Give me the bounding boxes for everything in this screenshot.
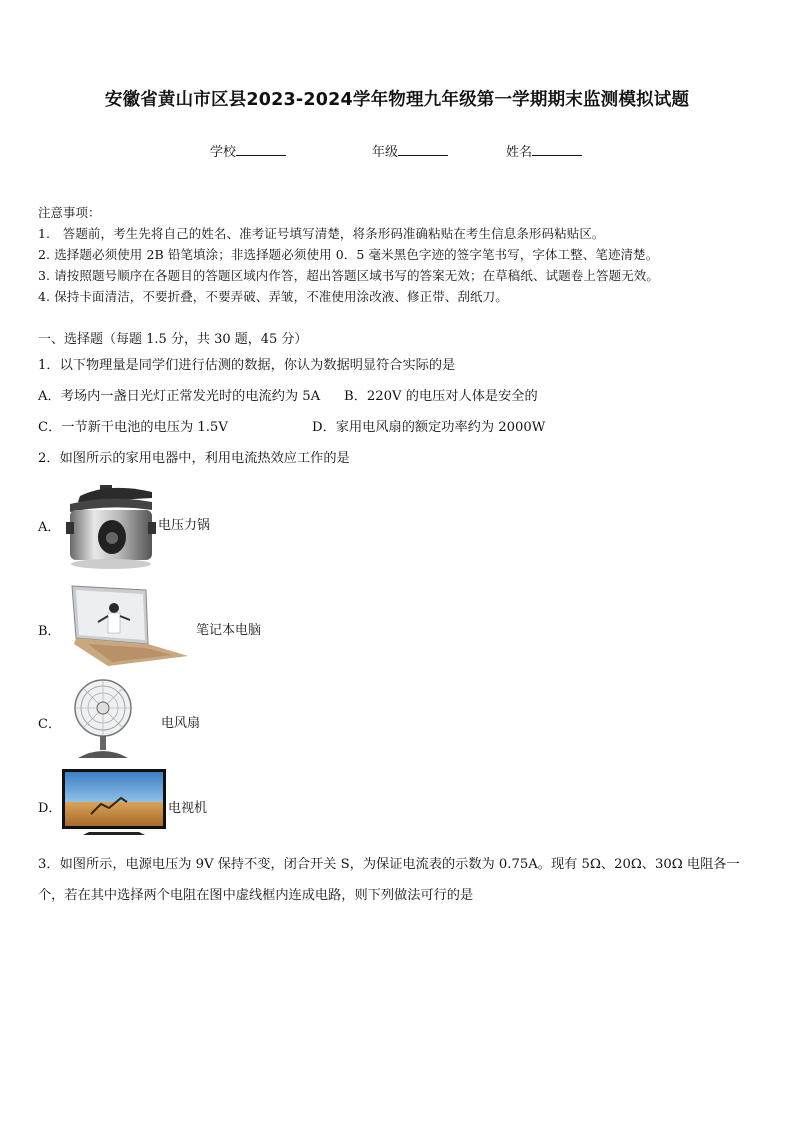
television-icon: [61, 768, 167, 836]
electric-fan-icon: [68, 678, 138, 762]
section-heading: 一、选择题（每题 1.5 分，共 30 题，45 分）: [38, 332, 308, 347]
school-field[interactable]: [210, 141, 286, 160]
name-label: 姓名: [506, 145, 533, 160]
grade-blank[interactable]: [398, 143, 448, 156]
question-2-option-b-label: 笔记本电脑: [196, 623, 262, 638]
laptop-icon: [68, 584, 190, 668]
question-2-option-a-letter: A．: [38, 520, 61, 535]
question-2-option-d-letter: D．: [38, 801, 62, 816]
name-blank[interactable]: [532, 143, 582, 156]
question-1-option-d: D．家用电风扇的额定功率约为 2000W: [312, 420, 546, 435]
question-2-option-a-label: 电压力锅: [158, 518, 211, 533]
page-title: 安徽省黄山市区县2023-2024学年物理九年级第一学期期末监测模拟试题: [104, 90, 690, 110]
grade-field[interactable]: [372, 141, 448, 160]
question-3-stem-line-1: 3．如图所示，电源电压为 9V 保持不变，闭合开关 S，为保证电流表的示数为 0.75A。现有 5Ω、20Ω、30Ω 电阻各一: [38, 857, 740, 872]
question-2-option-d-label: 电视机: [168, 801, 208, 816]
question-2-option-c-label: 电风扇: [161, 716, 201, 731]
note-item: 3. 请按照题号顺序在各题目的答题区域内作答，超出答题区域书写的答案无效；在草稿纸、试题卷上答题无效。: [38, 268, 660, 283]
note-item: 2. 选择题必须使用 2B 铅笔填涂；非选择题必须使用 0．5 毫米黑色字迹的签字笔书写，字体工整、笔迹清楚。: [38, 247, 659, 262]
note-item: 4. 保持卡面清洁，不要折叠，不要弄破、弄皱，不准使用涂改液、修正带、刮纸刀。: [38, 289, 508, 304]
school-label: 学校: [210, 145, 237, 160]
question-2-option-c-letter: C．: [38, 717, 61, 732]
question-1-option-b: B．220V 的电压对人体是安全的: [344, 389, 538, 404]
question-1-option-a: A．考场内一盏日光灯正常发光时的电流约为 5A: [38, 389, 321, 404]
name-field[interactable]: [506, 141, 582, 160]
notes-heading: 注意事项：: [38, 205, 101, 220]
pressure-cooker-icon: [60, 482, 160, 570]
note-item: 1. 答题前，考生先将自己的姓名、准考证号填写清楚，将条形码准确粘贴在考生信息条形码粘贴区。: [38, 226, 605, 241]
question-3-stem-line-2: 个，若在其中选择两个电阻在图中虚线框内连成电路，则下列做法可行的是: [38, 888, 474, 903]
question-2-stem: 2．如图所示的家用电器中，利用电流热效应工作的是: [38, 451, 350, 466]
question-2-option-b-letter: B．: [38, 624, 61, 639]
school-blank[interactable]: [236, 143, 286, 156]
grade-label: 年级: [372, 145, 399, 160]
question-1-option-c: C．一节新干电池的电压为 1.5V: [38, 420, 228, 435]
question-1-stem: 1．以下物理量是同学们进行估测的数据，你认为数据明显符合实际的是: [38, 358, 456, 373]
